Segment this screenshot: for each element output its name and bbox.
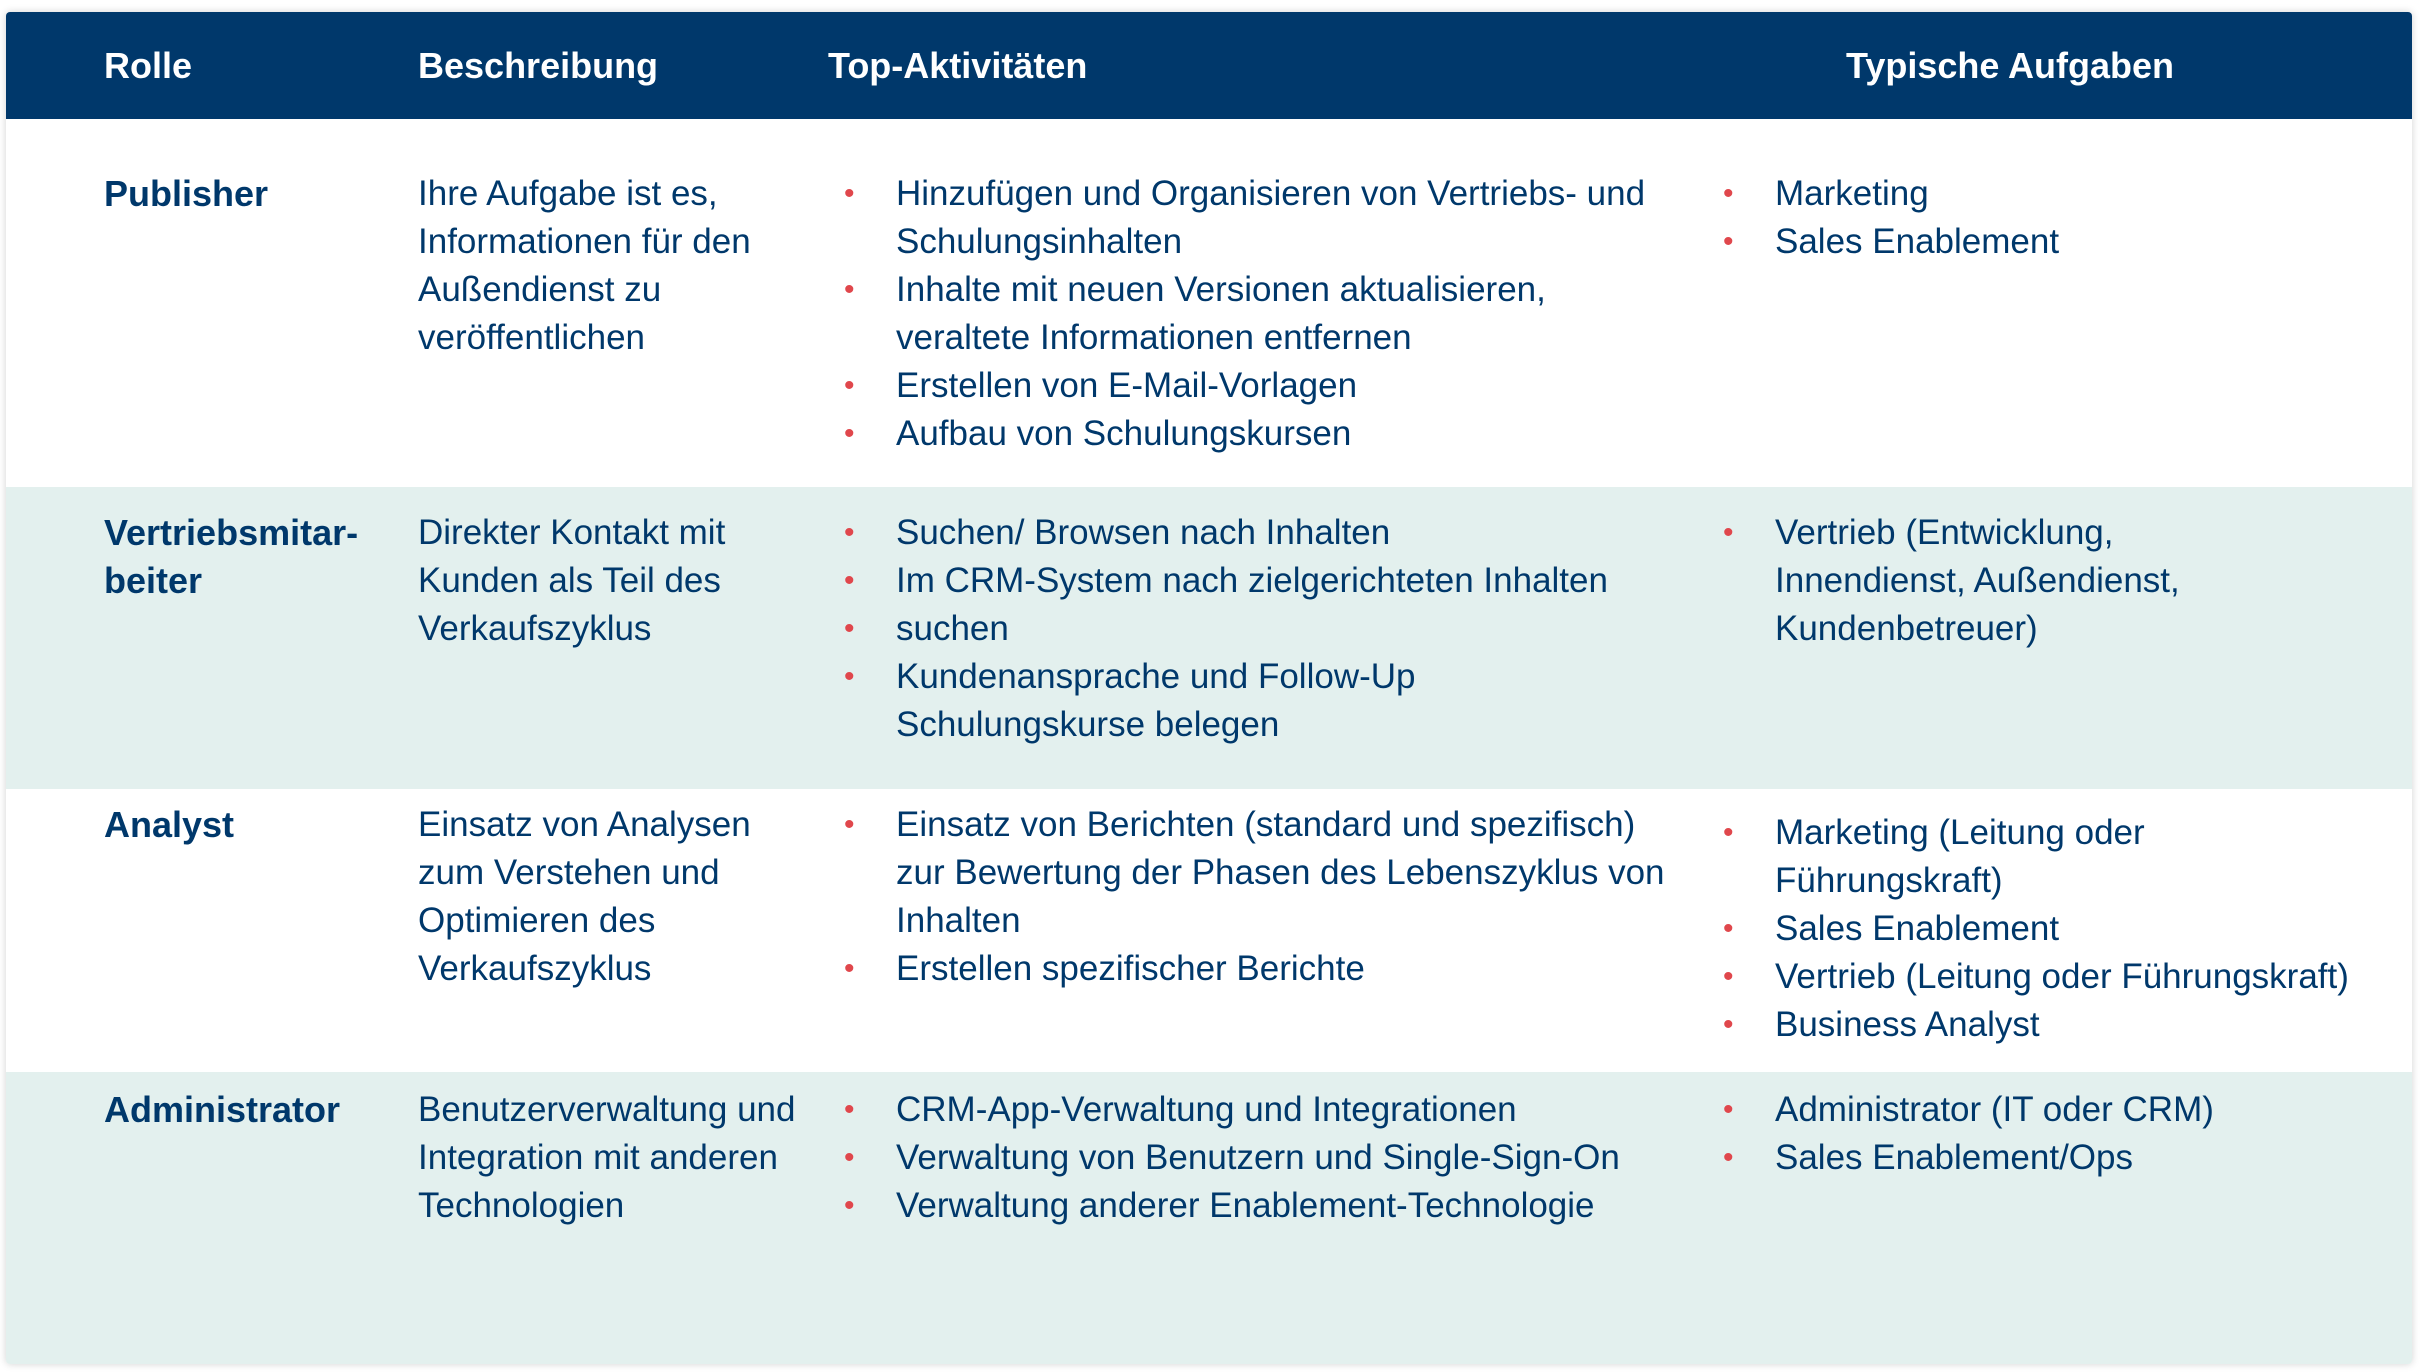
bullet-icon: •	[1723, 1141, 1734, 1174]
header-tasks: Typische Aufgaben	[1846, 45, 2175, 86]
header-description: Beschreibung	[418, 45, 659, 86]
role-description: Ihre Aufgabe ist es, Informationen für den Außendienst zu veröffentlichen	[418, 174, 751, 357]
bullet-icon: •	[844, 564, 855, 597]
tasks-list	[1721, 809, 2401, 1049]
table-row-analyst	[6, 789, 2412, 1072]
roles-table	[6, 12, 2412, 1364]
bullet-icon: •	[1723, 912, 1734, 945]
list-item: • Inhalte mit neuen Versionen aktualisieren, veraltete Informationen entfernen	[842, 266, 1682, 362]
table-row-vertriebsmitarbeiter	[6, 487, 2412, 789]
tasks-list	[1721, 509, 2281, 653]
role-name: Publisher	[104, 173, 269, 214]
list-item: • Vertrieb (Leitung oder Führungskraft)	[1721, 953, 2401, 1001]
bullet-icon: •	[844, 369, 855, 402]
list-item: • Kundenansprache und Follow-Up Schulungskurse belegen	[842, 653, 1516, 749]
list-item: • Erstellen spezifischer Berichte	[842, 945, 1682, 993]
list-item: • suchen	[842, 605, 1682, 653]
list-item: • Aufbau von Schulungskursen	[842, 410, 1682, 458]
bullet-icon: •	[844, 612, 855, 645]
bullet-icon: •	[1723, 516, 1734, 549]
list-item: • CRM-App-Verwaltung und Integrationen	[842, 1086, 1682, 1134]
header-activities: Top-Aktivitäten	[828, 45, 1088, 86]
list-item: • Administrator (IT oder CRM)	[1721, 1086, 2401, 1134]
bullet-icon: •	[1723, 1093, 1734, 1126]
bullet-icon: •	[1723, 225, 1734, 258]
list-item: • Erstellen von E-Mail-Vorlagen	[842, 362, 1682, 410]
activities-list	[842, 170, 1682, 458]
list-item: • Vertrieb (Entwicklung, Innendienst, Außendienst, Kundenbetreuer)	[1721, 509, 2281, 653]
bullet-icon: •	[844, 273, 855, 306]
bullet-icon: •	[844, 1093, 855, 1126]
bullet-icon: •	[844, 516, 855, 549]
bullet-icon: •	[844, 1189, 855, 1222]
table-header	[6, 12, 2412, 119]
activities-list	[842, 801, 1682, 993]
list-item: • Business Analyst	[1721, 1001, 2401, 1049]
role-name: Vertriebsmitar-beiter	[104, 512, 359, 601]
list-item: • Sales Enablement	[1721, 218, 2401, 266]
bullet-icon: •	[844, 1141, 855, 1174]
list-item: • Verwaltung von Benutzern und Single-Sign-On	[842, 1134, 1682, 1182]
bullet-icon: •	[1723, 1008, 1734, 1041]
list-item: • Sales Enablement	[1721, 905, 2401, 953]
tasks-list	[1721, 170, 2401, 266]
role-name: Administrator	[104, 1089, 341, 1130]
bullet-icon: •	[844, 660, 855, 693]
bullet-icon: •	[844, 417, 855, 450]
bullet-icon: •	[1723, 816, 1734, 849]
activities-list	[842, 509, 1682, 749]
header-role: Rolle	[104, 45, 193, 86]
list-item: • Im CRM-System nach zielgerichteten Inhalten	[842, 557, 1682, 605]
tasks-list	[1721, 1086, 2401, 1182]
role-description: Benutzerverwaltung und Integration mit anderen Technologien	[418, 1090, 796, 1225]
list-item: • Hinzufügen und Organisieren von Vertriebs- und Schulungsinhalten	[842, 170, 1682, 266]
list-item: • Suchen/ Browsen nach Inhalten	[842, 509, 1682, 557]
bullet-icon: •	[844, 808, 855, 841]
bullet-icon: •	[1723, 177, 1734, 210]
role-name: Analyst	[104, 804, 235, 845]
list-item: • Sales Enablement/Ops	[1721, 1134, 2401, 1182]
list-item: • Marketing (Leitung oder Führungskraft)	[1721, 809, 2235, 905]
table-row-administrator	[6, 1072, 2412, 1364]
activities-list	[842, 1086, 1682, 1230]
role-description: Direkter Kontakt mit Kunden als Teil des Verkaufszyklus	[418, 513, 726, 648]
list-item: • Verwaltung anderer Enablement-Technologie	[842, 1182, 1682, 1230]
list-item: • Einsatz von Berichten (standard und spezifisch) zur Bewertung der Phasen des Lebenszyklus von Inhalten	[842, 801, 1682, 945]
bullet-icon: •	[844, 952, 855, 985]
role-description: Einsatz von Analysen zum Verstehen und Optimieren des Verkaufszyklus	[418, 805, 751, 988]
list-item: • Marketing	[1721, 170, 2401, 218]
bullet-icon: •	[844, 177, 855, 210]
table-row-publisher	[6, 119, 2412, 487]
bullet-icon: •	[1723, 960, 1734, 993]
